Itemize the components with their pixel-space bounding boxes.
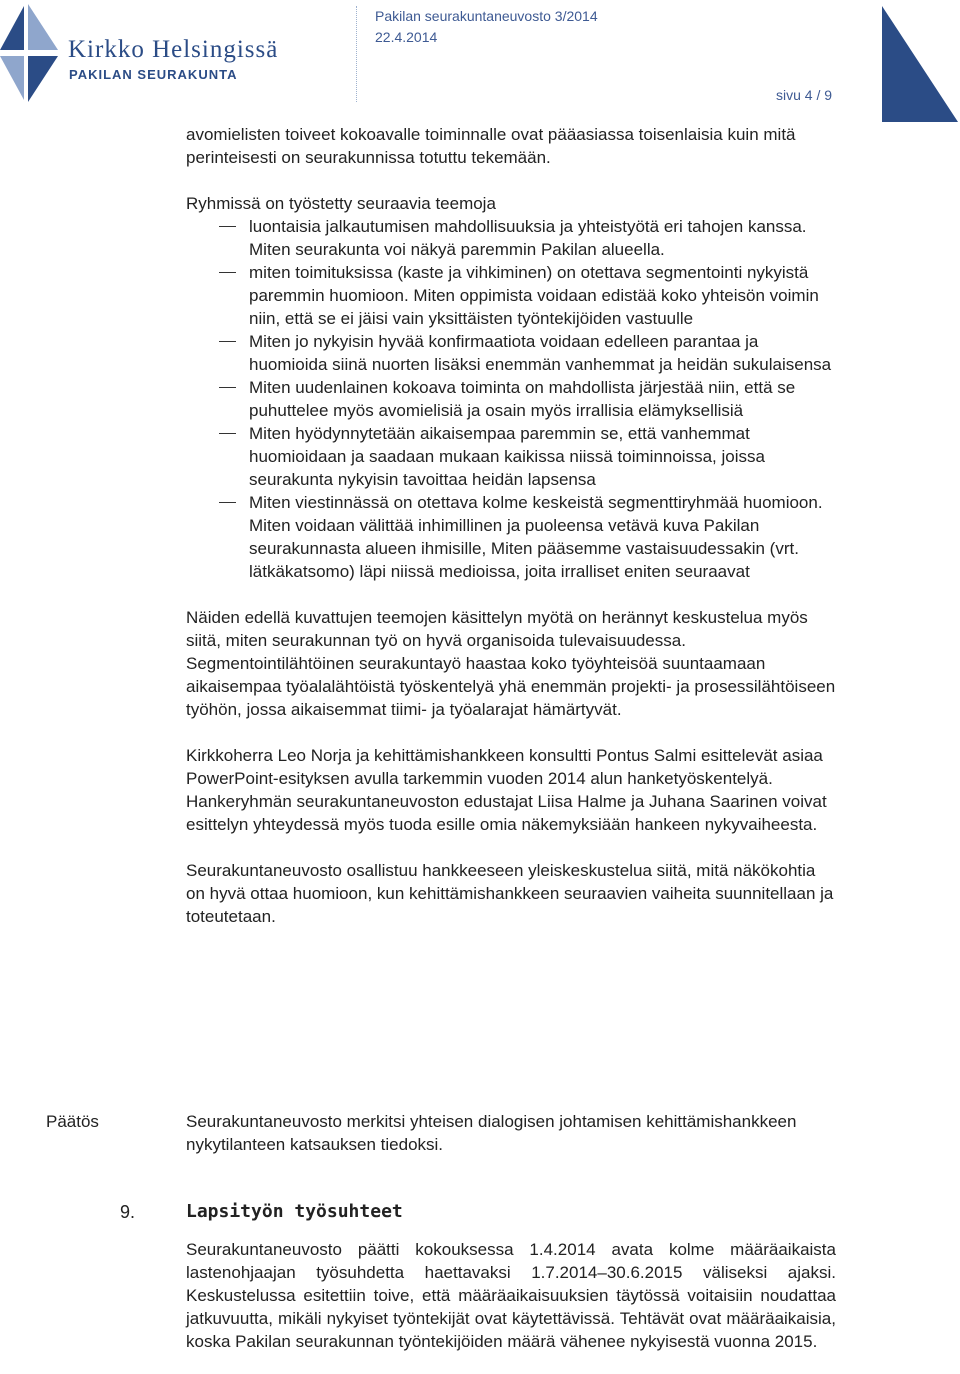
themes-intro: Ryhmissä on työstetty seuraavia teemoja — [186, 194, 496, 213]
brand-name: Kirkko Helsingissä — [68, 36, 279, 63]
decision-text: Seurakuntaneuvosto merkitsi yhteisen dialogisen johtamisen kehittämishankkeen nykytilanteen katsauksen tiedoksi. — [186, 1112, 797, 1154]
list-item — [186, 422, 836, 491]
page-header — [0, 0, 960, 125]
list-item-text: Miten hyödynnytetään aikaisempaa paremmin se, että vanhemmat huomioidaan ja saadaan mukaan kaikissa niissä toiminnoissa, joissa seurakunta nykyisin tavoittaa heidän lapsensa — [249, 424, 765, 489]
dash-bullet-icon — [219, 433, 236, 434]
list-item-text: Miten viestinnässä on otettava kolme keskeistä segmenttiryhmää huomioon. Miten voidaan välittää inhimillinen ja puoleensa vetävä kuva Pakilan seurakunnasta alueen ihmisille, Miten pääsemme vastaisuudessakin (vrt. lätkäkatsomo) läpi niissä medioissa, joita irralliset eniten seuraavat — [249, 493, 823, 581]
paragraph: Seurakuntaneuvosto osallistuu hankkeeseen yleiskeskustelua siitä, mitä näkökohtia on hyvä ottaa huomioon, kun kehittämishankkeen seuraavien vaiheita suunnitellaan ja toteutetaan. — [186, 861, 834, 926]
page-number: sivu 4 / 9 — [776, 87, 833, 103]
list-item-text: Miten jo nykyisin hyvää konfirmaatiota voidaan edelleen parantaa ja huomioida siinä nuorten lisäksi enemmän vanhemmat ja heidän sukulaisensa — [249, 332, 832, 374]
header-divider — [356, 6, 357, 102]
list-item — [186, 491, 836, 583]
main-content — [186, 123, 836, 928]
list-item-text: miten toimituksissa (kaste ja vihkiminen) on otettava segmentointi nykyistä paremmin huomioon. Miten oppimista voidaan edistää koko yhteisön voimin niin, että se ei jäisi vain yksittäisten työntekijöiden vastuulle — [249, 263, 819, 328]
list-item-text: luontaisia jalkautumisen mahdollisuuksia ja yhteistyötä eri tahojen kanssa. Miten seurakunta voi näkyä paremmin Pakilan alueella. — [249, 217, 807, 259]
meeting-date: 22.4.2014 — [375, 29, 438, 45]
list-item — [186, 376, 836, 422]
meeting-title: Pakilan seurakuntaneuvosto 3/2014 — [375, 8, 598, 24]
dash-bullet-icon — [219, 341, 236, 342]
list-item — [186, 215, 836, 261]
church-cross-logo-icon — [0, 0, 64, 104]
list-item-text: Miten uudenlainen kokoava toiminta on mahdollista järjestää niin, että se puhuttelee myös avomielisiä ja osain myös irrallisia elämyksellisiä — [249, 378, 796, 420]
intro-continuation: avomielisten toiveet kokoavalle toiminnalle ovat pääasiassa toisenlaisia kuin mitä perinteisesti on seurakunnissa totuttu tekemään. — [186, 125, 796, 167]
themes-list — [186, 215, 836, 583]
dash-bullet-icon — [219, 502, 236, 503]
dash-bullet-icon — [219, 226, 236, 227]
list-item — [186, 330, 836, 376]
section-body: Seurakuntaneuvosto päätti kokouksessa 1.4.2014 avata kolme määräaikaista lastenohjaajan työsuhdetta haettavaksi 1.7.2014–30.6.2015 väliseksi ajaksi. Keskustelussa esitettiin toive, että määräaikaisuuksien täytössä voitaisiin noudattaa jatkuvuutta, mikäli nykyiset työntekijät ovat käytettävissä. Tehtävät ovat määräaikaisia, koska Pakilan seurakunnan työntekijöiden määrä vähenee nykyisestä vuonna 2015. — [186, 1240, 836, 1351]
list-item — [186, 261, 836, 330]
paragraph: Kirkkoherra Leo Norja ja kehittämishankkeen konsultti Pontus Salmi esittelevät asiaa PowerPoint-esityksen avulla tarkemmin vuoden 2014 alun hanketyöskentelyä. Hankeryhmän seurakuntaneuvoston edustajat Liisa Halme ja Juhana Saarinen voivat esittelyn yhteydessä myös tuoda esille omia näkemyksiään hankeen nykyvaiheesta. — [186, 746, 827, 834]
corner-triangle-icon — [870, 0, 960, 125]
decision-label: Päätös — [46, 1112, 99, 1131]
section-number: 9. — [120, 1202, 136, 1222]
section-title: Lapsityön työsuhteet — [186, 1201, 403, 1222]
dash-bullet-icon — [219, 387, 236, 388]
paragraph: Näiden edellä kuvattujen teemojen käsittelyn myötä on herännyt keskustelua myös siitä, miten seurakunnan työ on hyvä organisoida tulevaisuudessa. Segmentointilähtöinen seurakuntayö haastaa koko työyhteisöä suuntaamaan aikaisempaa työalalähtöistä työskentelyä yhä enemmän projekti- ja prosessilähtöiseen työhön, jossa aikaisemmat tiimi- ja työalarajat hämärtyvät. — [186, 608, 836, 719]
dash-bullet-icon — [219, 272, 236, 273]
brand-subtitle: PAKILAN SEURAKUNTA — [69, 67, 238, 82]
